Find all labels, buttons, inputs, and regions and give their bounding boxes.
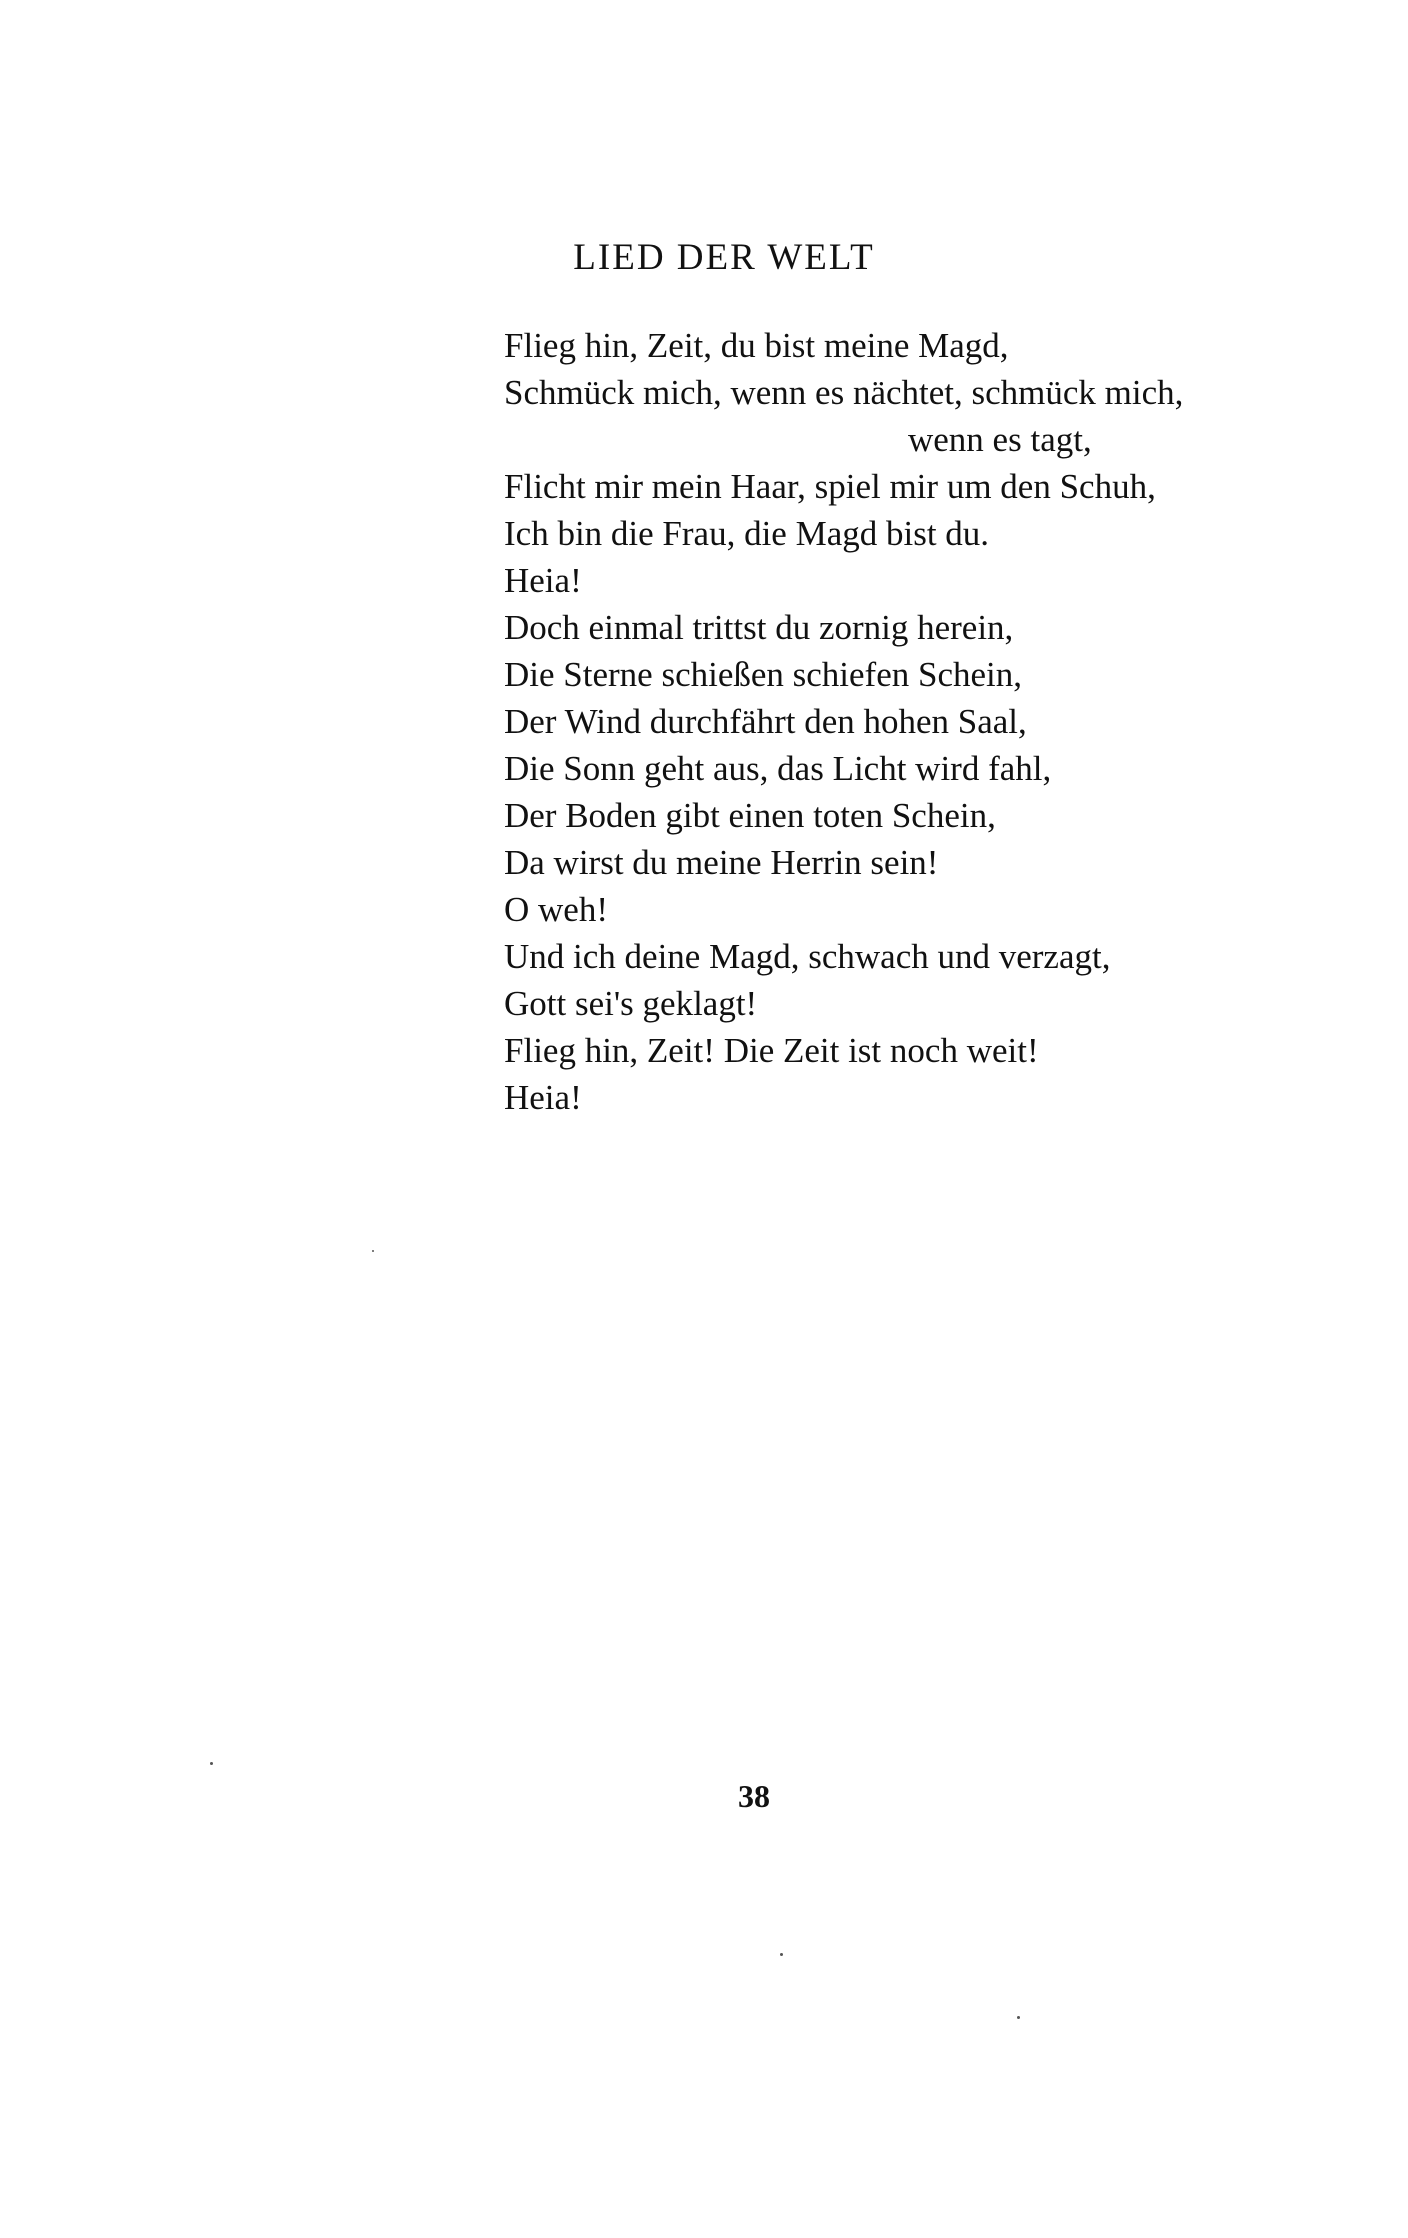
poem-line: Der Boden gibt einen toten Schein, — [504, 796, 996, 835]
poem-line: Flieg hin, Zeit, du bist meine Magd, — [504, 326, 1009, 365]
poem-line-continuation: wenn es tagt, — [908, 420, 1092, 459]
poem-line: Heia! — [504, 1078, 582, 1117]
poem-line: Ich bin die Frau, die Magd bist du. — [504, 514, 990, 553]
poem-line: Flicht mir mein Haar, spiel mir um den Schuh, — [504, 467, 1156, 506]
poem-line: Und ich deine Magd, schwach und verzagt, — [504, 937, 1111, 976]
scan-speck — [372, 1250, 374, 1252]
scan-speck — [1017, 2016, 1020, 2019]
scan-speck — [210, 1762, 213, 1765]
poem-line: Heia! — [504, 561, 582, 600]
poem-line: Doch einmal trittst du zornig herein, — [504, 608, 1014, 647]
poem-line: Die Sterne schießen schiefen Schein, — [504, 655, 1023, 694]
poem-line: Da wirst du meine Herrin sein! — [504, 843, 939, 882]
poem-line: Der Wind durchfährt den hohen Saal, — [504, 702, 1027, 741]
scan-speck — [780, 1953, 783, 1956]
poem-line: O weh! — [504, 890, 608, 929]
poem-line: Gott sei's geklagt! — [504, 984, 758, 1023]
poem-line: Flieg hin, Zeit! Die Zeit ist noch weit! — [504, 1031, 1039, 1070]
page-number: 38 — [738, 1778, 770, 1814]
poem-title: LIED DER WELT — [573, 237, 875, 278]
poem-line: Schmück mich, wenn es nächtet, schmück mich, — [504, 373, 1184, 412]
poem-line: Die Sonn geht aus, das Licht wird fahl, — [504, 749, 1052, 788]
poem-body — [504, 322, 1324, 1121]
